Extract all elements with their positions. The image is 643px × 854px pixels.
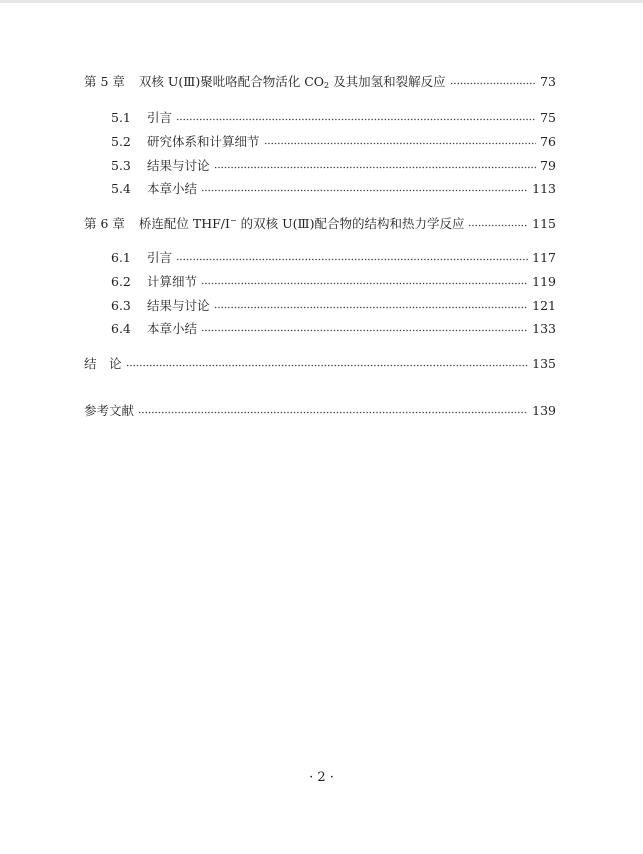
page-footer-number: · 2 · xyxy=(309,770,334,785)
chapter-title: 桥连配位 THF/I− 的双核 U(Ⅲ)配合物的结构和热力学反应 xyxy=(138,216,465,231)
section-title: 结果与讨论 xyxy=(147,298,210,313)
dot-leader xyxy=(214,304,529,310)
dot-leader xyxy=(264,140,537,146)
page-number: 76 xyxy=(540,134,556,149)
dot-leader xyxy=(201,280,528,286)
dot-leader xyxy=(201,327,528,333)
entry-title: 参考文献 xyxy=(84,403,135,418)
section-number: 6.2 xyxy=(111,274,131,289)
section-title: 研究体系和计算细节 xyxy=(147,134,260,149)
dot-leader xyxy=(214,164,537,170)
page-number: 139 xyxy=(532,403,556,418)
section-number: 5.3 xyxy=(111,158,131,173)
section-title: 结果与讨论 xyxy=(147,158,210,173)
toc-entry-references[interactable] xyxy=(84,401,556,421)
toc-entry-section-5-3[interactable] xyxy=(111,156,556,176)
toc-entry-section-6-4[interactable] xyxy=(111,319,556,339)
page-number: 117 xyxy=(532,250,556,265)
section-number: 6.3 xyxy=(111,298,131,313)
page-number: 75 xyxy=(540,110,556,125)
section-number: 6.1 xyxy=(111,250,131,265)
chapter-number: 第 5 章 xyxy=(84,74,125,89)
toc-entry-section-6-1[interactable] xyxy=(111,248,556,268)
page-top-border xyxy=(0,0,643,3)
entry-title: 结 论 xyxy=(84,356,122,371)
page-number: 135 xyxy=(532,356,556,371)
toc-entry-section-6-2[interactable] xyxy=(111,272,556,292)
dot-leader xyxy=(450,80,537,86)
toc-entry-section-5-4[interactable] xyxy=(111,179,556,199)
page-number: 115 xyxy=(532,216,556,231)
section-title: 引言 xyxy=(147,250,173,265)
section-title: 本章小结 xyxy=(147,321,198,336)
section-title: 引言 xyxy=(147,110,173,125)
page-number: 79 xyxy=(540,158,556,173)
dot-leader xyxy=(201,187,528,193)
toc-entry-section-5-2[interactable] xyxy=(111,132,556,152)
toc-entry-conclusion[interactable] xyxy=(84,354,556,374)
section-number: 5.4 xyxy=(111,181,131,196)
dot-leader xyxy=(126,362,529,368)
toc-entry-section-6-3[interactable] xyxy=(111,296,556,316)
dot-leader xyxy=(468,222,528,228)
section-title: 计算细节 xyxy=(147,274,198,289)
page-number: 119 xyxy=(532,274,556,289)
toc-entry-chapter-6[interactable] xyxy=(84,214,556,234)
page-number: 133 xyxy=(532,321,556,336)
section-number: 5.1 xyxy=(111,110,131,125)
dot-leader xyxy=(138,409,528,415)
toc-entry-chapter-5[interactable] xyxy=(84,72,556,92)
dot-leader xyxy=(176,256,528,262)
section-number: 5.2 xyxy=(111,134,131,149)
chapter-number: 第 6 章 xyxy=(84,216,125,231)
page-number: 73 xyxy=(540,74,556,89)
chapter-title: 双核 U(Ⅲ)聚吡咯配合物活化 $CO_2$ 及其加氢和裂解反应 xyxy=(138,74,446,90)
toc-entry-section-5-1[interactable] xyxy=(111,108,556,128)
section-title: 本章小结 xyxy=(147,181,198,196)
dot-leader xyxy=(176,116,536,122)
page-number: 113 xyxy=(532,181,556,196)
section-number: 6.4 xyxy=(111,321,131,336)
page-number: 121 xyxy=(532,298,556,313)
